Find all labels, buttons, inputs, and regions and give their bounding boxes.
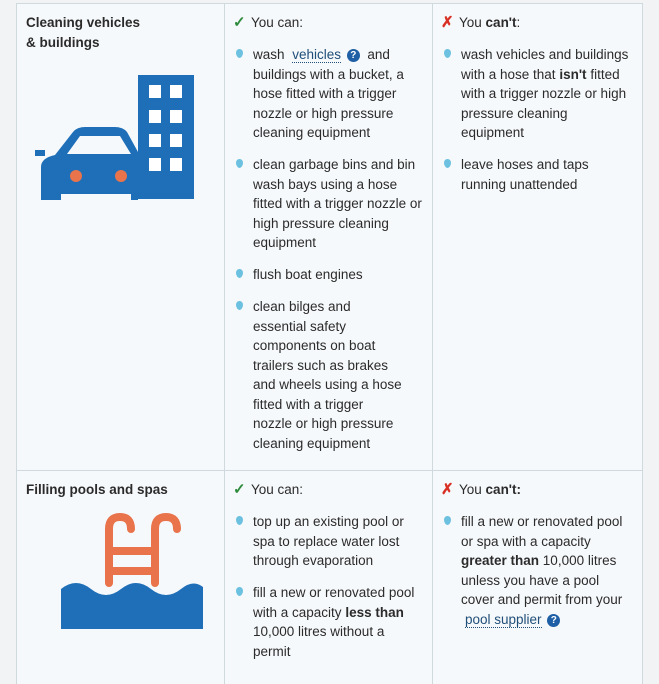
item-bold: isn't — [559, 66, 587, 82]
list-item — [233, 155, 425, 253]
item-text: leave hoses and taps running unattended — [461, 157, 589, 192]
water-drop-icon — [444, 516, 451, 525]
item-text: flush boat engines — [253, 267, 363, 282]
list-item — [233, 45, 425, 143]
item-bold: less than — [345, 604, 404, 620]
can-cell — [225, 4, 433, 470]
cross-icon: ✗ — [441, 14, 454, 31]
can-list — [233, 512, 425, 674]
water-drop-icon — [236, 49, 243, 58]
list-item — [233, 265, 425, 285]
help-icon[interactable]: ? — [347, 49, 360, 62]
water-drop-icon — [444, 159, 451, 168]
cant-prefix: You — [459, 482, 486, 497]
activity-cell — [17, 471, 225, 684]
list-item — [233, 583, 425, 661]
water-restrictions-table — [16, 3, 643, 684]
water-drop-icon — [444, 49, 451, 58]
cant-cell — [433, 471, 642, 684]
pool-supplier-link[interactable]: pool supplier — [465, 611, 542, 627]
item-text: fitted with a trigger nozzle or high pressure cleaning equipment — [461, 66, 627, 140]
row-title-line2: & buildings — [26, 35, 100, 50]
list-item — [233, 512, 425, 571]
cant-bold: can't: — [485, 482, 522, 497]
check-icon: ✓ — [233, 14, 246, 31]
row-title-line1: Cleaning vehicles — [26, 15, 141, 30]
cant-list — [441, 512, 633, 642]
can-heading — [233, 13, 303, 33]
item-text: top up an existing pool or spa to replace water lost through evaporation — [253, 514, 404, 568]
cant-list — [441, 45, 633, 207]
row-title: Filling pools and spas — [26, 482, 168, 497]
check-icon: ✓ — [233, 481, 246, 498]
can-heading-text: You can: — [251, 482, 304, 497]
item-bold: greater than — [461, 553, 540, 568]
item-text: fill a new or renovated pool with a capacity — [253, 585, 415, 620]
help-icon[interactable]: ? — [547, 614, 560, 627]
table-row-cleaning — [17, 4, 642, 471]
row-title — [26, 13, 176, 53]
list-item — [441, 155, 633, 194]
cant-heading — [441, 480, 521, 500]
pool-ladder-icon — [57, 511, 207, 631]
cant-prefix: You — [459, 15, 486, 30]
car-building-icon — [35, 72, 205, 202]
can-heading-text: You can: — [251, 15, 304, 30]
list-item — [441, 512, 633, 629]
water-drop-icon — [236, 516, 243, 525]
cant-cell — [433, 4, 642, 470]
cant-bold: can't — [485, 15, 517, 30]
item-text: wash vehicles and buildings with a hose that — [461, 47, 629, 82]
list-item — [233, 297, 405, 453]
list-item — [441, 45, 633, 143]
cross-icon: ✗ — [441, 481, 454, 498]
water-drop-icon — [236, 269, 243, 278]
can-list — [233, 45, 425, 466]
item-text: fill a new or renovated pool or spa with a capacity — [461, 514, 623, 549]
item-text: clean garbage bins and bin wash bays using a hose fitted with a trigger nozzle or high pressure cleaning equipment — [253, 157, 422, 250]
water-drop-icon — [236, 159, 243, 168]
activity-cell — [17, 4, 225, 470]
item-text: wash — [253, 47, 285, 62]
item-text: 10,000 litres without a permit — [253, 624, 385, 659]
vehicles-link[interactable]: vehicles — [292, 47, 342, 62]
item-text: clean bilges and essential safety components on boat trailers such as brakes and wheels using a hose fitted with a trigger nozzle or high pressure cleaning equipment — [253, 299, 402, 451]
can-cell — [225, 471, 433, 684]
item-text: and buildings with a bucket, a hose fitted with a trigger nozzle or high pressure cleaning equipment — [253, 47, 404, 140]
cant-suffix: : — [516, 15, 521, 30]
table-row-pools — [17, 471, 642, 684]
water-drop-icon — [236, 587, 243, 596]
cant-heading — [441, 13, 520, 33]
can-heading — [233, 480, 303, 500]
water-drop-icon — [236, 301, 243, 310]
item-text: 10,000 litres unless you have a pool cover and permit from your — [461, 553, 623, 607]
